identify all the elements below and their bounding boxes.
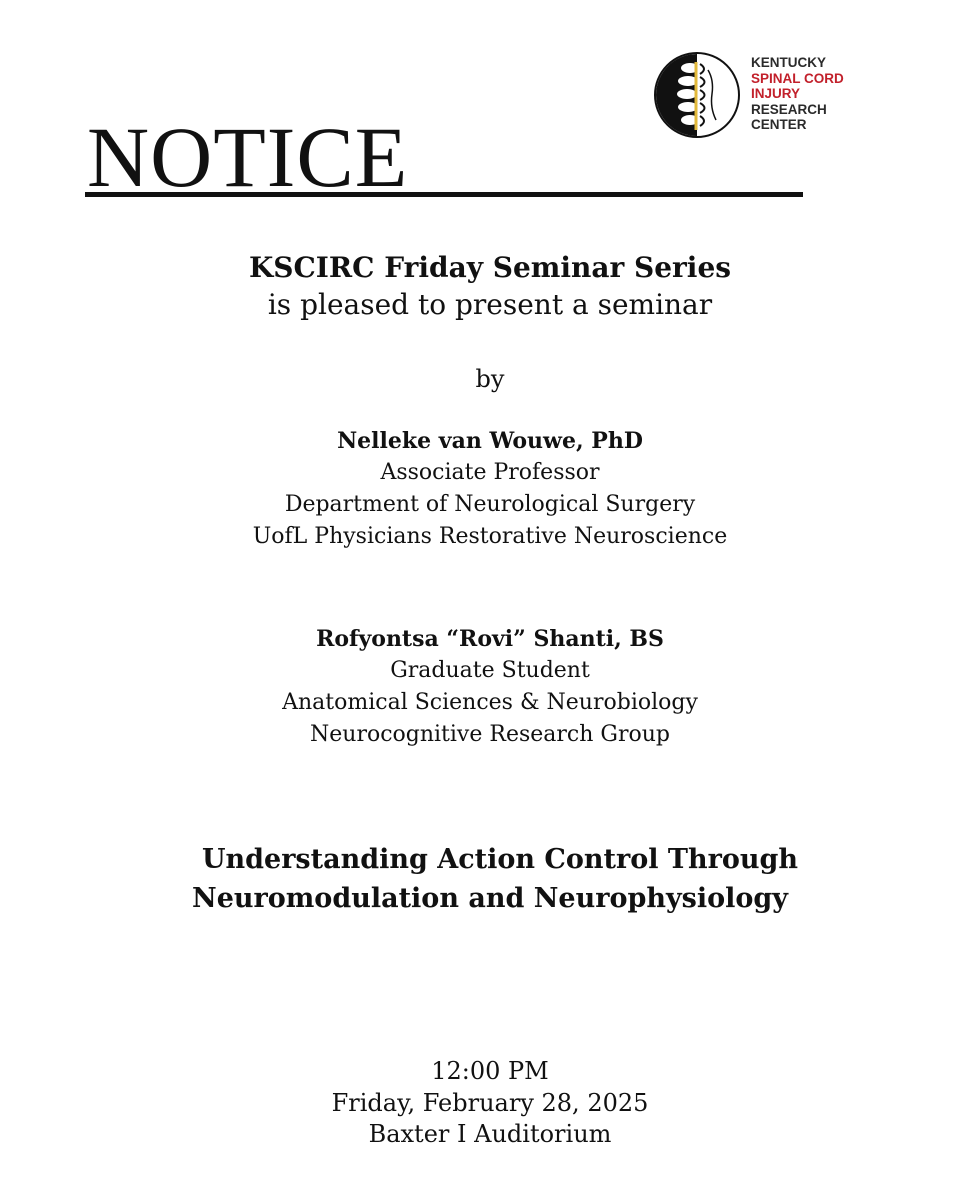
speaker-1-title: Associate Professor bbox=[380, 460, 600, 485]
event-location: Baxter I Auditorium bbox=[368, 1120, 612, 1148]
series-title: KSCIRC Friday Seminar Series bbox=[248, 251, 732, 284]
logo-line-3: INJURY bbox=[751, 86, 801, 101]
kscirc-logo bbox=[652, 50, 872, 140]
logo-line-1: KENTUCKY bbox=[751, 55, 827, 70]
speaker-1-name: Nelleke van Wouwe, PhD bbox=[337, 428, 643, 454]
event-time: 12:00 PM bbox=[431, 1057, 549, 1085]
speaker-2-department: Anatomical Sciences & Neurobiology bbox=[282, 690, 698, 715]
spine-logo-icon bbox=[652, 50, 742, 140]
logo-line-2: SPINAL CORD bbox=[751, 70, 844, 86]
speaker-1-department: Department of Neurological Surgery bbox=[284, 492, 696, 517]
speaker-2-affiliation: Neurocognitive Research Group bbox=[310, 722, 670, 747]
speaker-2-name: Rofyontsa “Rovi” Shanti, BS bbox=[316, 626, 664, 652]
series-subtitle: is pleased to present a seminar bbox=[267, 288, 713, 321]
speaker-1-affiliation: UofL Physicians Restorative Neuroscience bbox=[252, 524, 728, 549]
by-label: by bbox=[475, 365, 505, 393]
talk-title-line-2: Neuromodulation and Neurophysiology bbox=[192, 883, 788, 914]
talk-title-line-1: Understanding Action Control Through bbox=[201, 844, 799, 875]
notice-title: NOTICE bbox=[87, 109, 409, 205]
event-date: Friday, February 28, 2025 bbox=[331, 1089, 649, 1117]
speaker-2-title: Graduate Student bbox=[390, 658, 590, 683]
logo-line-5: CENTER bbox=[751, 117, 807, 132]
logo-line-4: RESEARCH bbox=[751, 101, 827, 117]
